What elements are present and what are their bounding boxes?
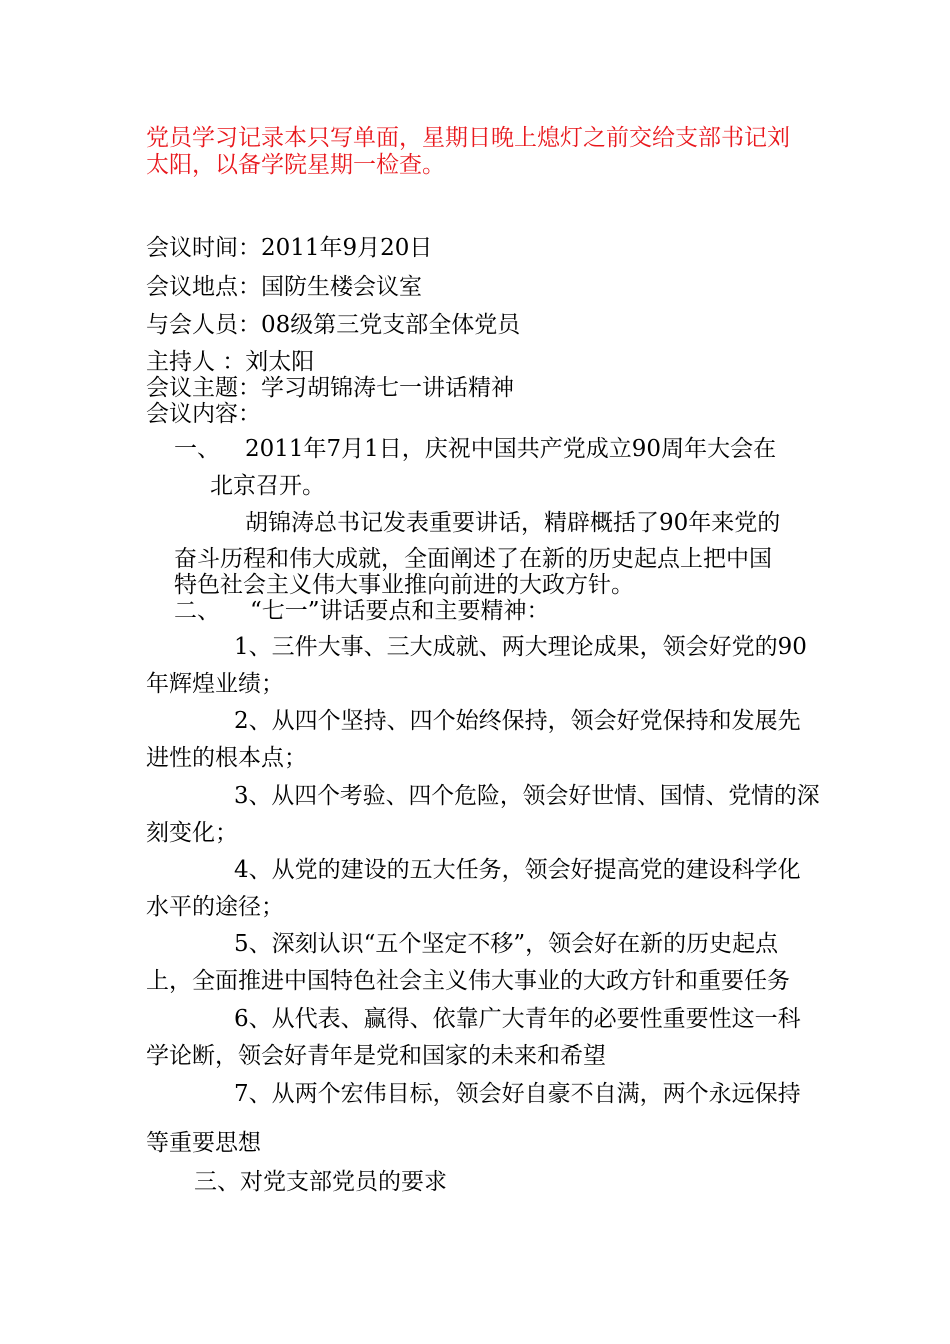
meeting-place: 会议地点：国防生楼会议室 [146,274,422,300]
meeting-host: 主持人 ：刘太阳 [146,349,315,375]
list-item-line: 7、从两个宏伟目标，领会好自豪不自满，两个永远保持 [234,1081,801,1107]
section-1-paragraph-line-3: 特色社会主义伟大事业推向前进的大政方针。 [174,572,634,598]
notice-line-1: 党员学习记录本只写单面，星期日晚上熄灯之前交给支部书记刘 [146,125,790,151]
list-item-line: 等重要思想 [146,1130,261,1156]
list-item-line: 年辉煌业绩； [146,671,284,697]
section-2-heading: “七一”讲话要点和主要精神： [250,598,550,624]
list-item-line: 进性的根本点； [146,745,307,771]
list-item-line: 5、深刻认识“五个坚定不移”，领会好在新的历史起点 [234,931,779,957]
meeting-topic: 会议主题：学习胡锦涛七一讲话精神 [146,375,514,401]
list-item-line: 6、从代表、赢得、依靠广大青年的必要性重要性这一科 [234,1006,801,1032]
section-1-line-2: 北京召开。 [210,473,325,499]
list-item-line: 4、从党的建设的五大任务，领会好提高党的建设科学化 [234,857,801,883]
meeting-content-heading: 会议内容： [146,401,261,427]
list-item-line: 2、从四个坚持、四个始终保持，领会好党保持和发展先 [234,708,801,734]
list-item-line: 上，全面推进中国特色社会主义伟大事业的大政方针和重要任务 [146,968,790,994]
section-2-marker: 二、 [174,598,220,624]
section-1-marker: 一、 [174,436,220,462]
section-3-heading: 三、对党支部党员的要求 [194,1169,447,1195]
section-1-line-1: 2011年7月1日，庆祝中国共产党成立90周年大会在 [245,436,777,462]
list-item-line: 学论断，领会好青年是党和国家的未来和希望 [146,1043,606,1069]
list-item-line: 水平的途径； [146,894,284,920]
section-1-paragraph-line-2: 奋斗历程和伟大成就，全面阐述了在新的历史起点上把中国 [174,546,772,572]
list-item-line: 1、三件大事、三大成就、两大理论成果，领会好党的90 [234,634,807,660]
section-1-paragraph-line-1: 胡锦涛总书记发表重要讲话，精辟概括了90年来党的 [245,510,781,536]
list-item-line: 刻变化； [146,820,238,846]
list-item-line: 3、从四个考验、四个危险，领会好世情、国情、党情的深 [234,783,820,809]
meeting-attendees: 与会人员：08级第三党支部全体党员 [146,312,521,338]
notice-line-2: 太阳，以备学院星期一检查。 [146,152,445,178]
meeting-time: 会议时间：2011年9月20日 [146,235,433,261]
